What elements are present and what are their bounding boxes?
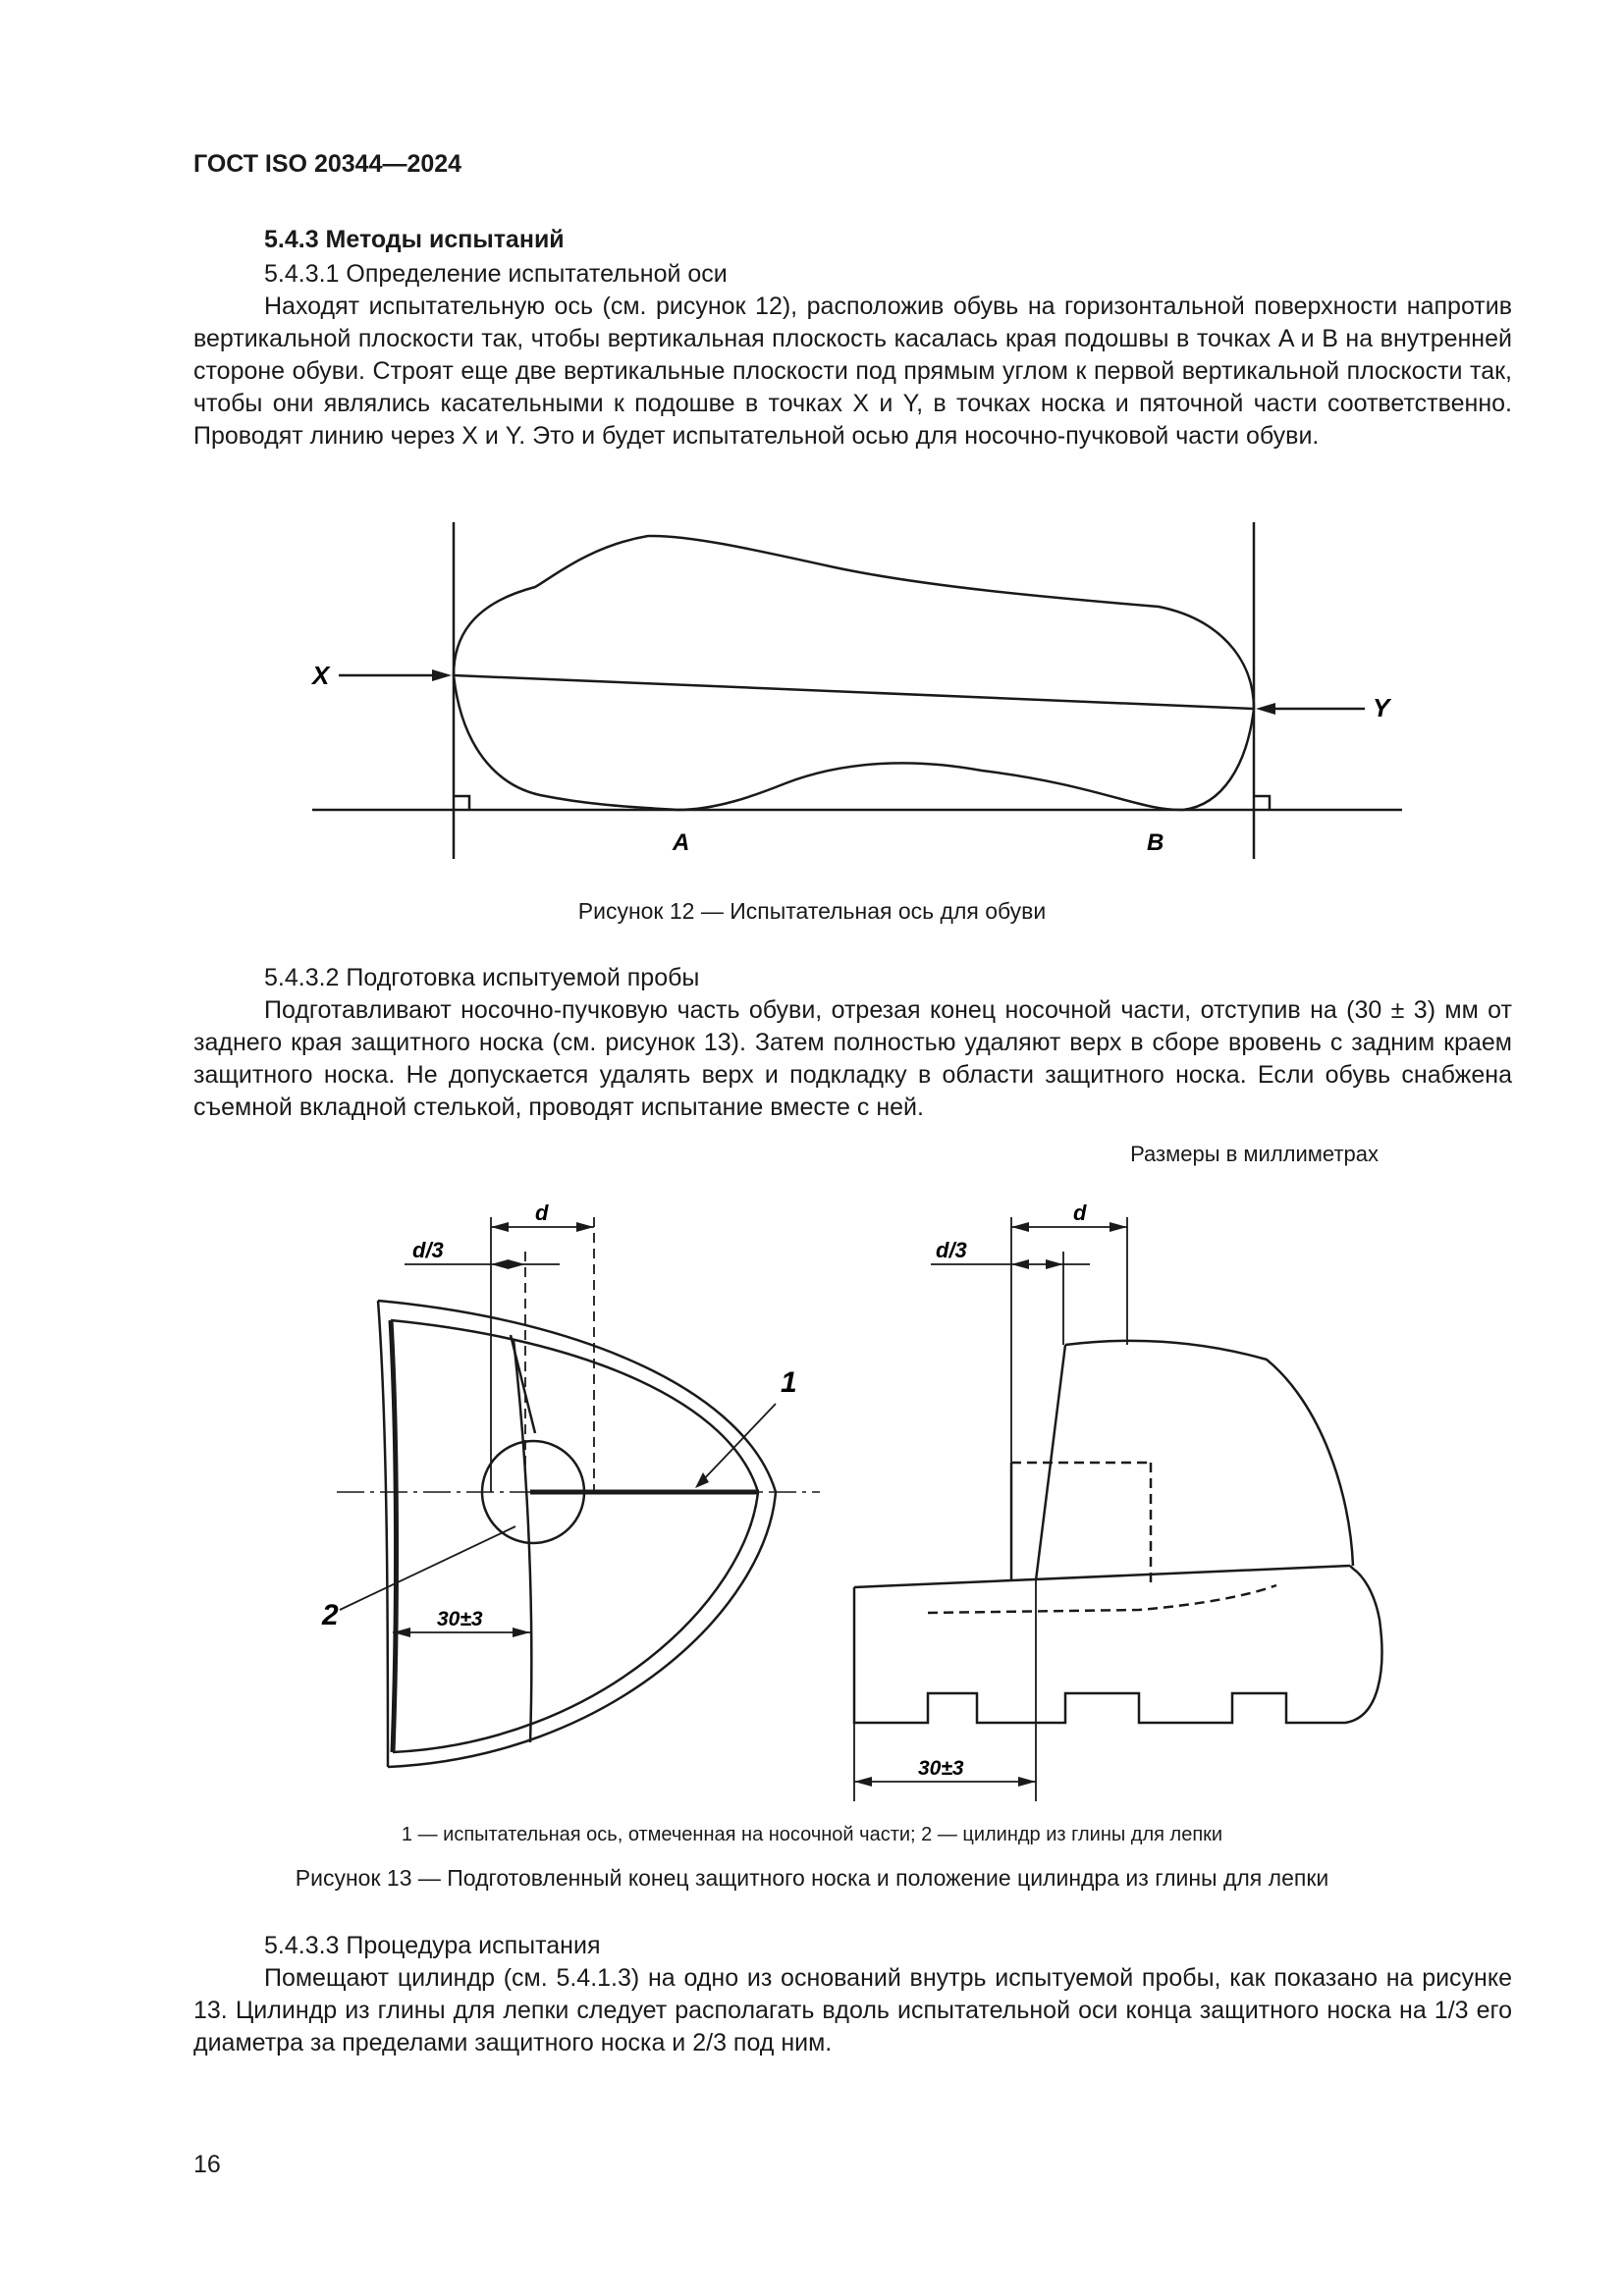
figure-13-drawing — [0, 1173, 1624, 1801]
figure-12-drawing — [0, 510, 1624, 883]
label-a: A — [673, 829, 690, 856]
right-angle-marker-left — [454, 796, 469, 810]
paragraph-test-axis: Находят испытательную ось (см. рисунок 12), расположив обувь на горизонтальной поверхности напротив вертикальной плоскости так, чтобы вертикальная плоскость касалась края подошвы в точках A и B на внутренней стороне обуви. Строят еще две вертикальные плоскости под прямым углом к первой вертикальной плоскости так, чтобы они являлись касательными к подошве в точках X и Y, в точках носка и пяточной части соответственно. Проводят линию через X и Y. Это и будет испытательной осью для носочно-пучковой части обуви. — [193, 293, 1512, 450]
insole-dash — [928, 1585, 1276, 1613]
toe-cap-inner — [391, 1320, 758, 1752]
figure-13-legend: 1 — испытательная ось, отмеченная на носочной части; 2 — цилиндр из глины для лепки — [401, 1824, 1223, 1845]
subsection-heading-5-4-3-3: 5.4.3.3 Процедура испытания — [264, 1932, 601, 1959]
label-30-right: 30±3 — [918, 1757, 964, 1780]
toe-cap-outer — [378, 1301, 776, 1767]
figure-13-caption: Рисунок 13 — Подготовленный конец защитного носка и положение цилиндра из глины для лепки — [295, 1865, 1329, 1891]
section-heading-5-4-3: 5.4.3 Методы испытаний — [264, 226, 565, 253]
label-d-right: d — [1073, 1201, 1087, 1225]
subsection-heading-5-4-3-2: 5.4.3.2 Подготовка испытуемой пробы — [264, 964, 700, 991]
cut-edge-outer — [378, 1301, 388, 1767]
toe-cap-profile — [1065, 1341, 1353, 1566]
insole-top-line — [854, 1566, 1350, 1587]
back-edge-taper — [511, 1335, 535, 1433]
label-y: Y — [1373, 693, 1390, 722]
sole-outline — [454, 536, 1254, 810]
document-header: ГОСТ ISO 20344—2024 — [193, 150, 462, 178]
sole-profile — [854, 1566, 1381, 1723]
test-axis-line — [454, 675, 1254, 709]
right-angle-marker-right — [1254, 796, 1270, 810]
leader-1 — [699, 1404, 776, 1484]
arrow-x-head — [432, 669, 452, 681]
label-d-left: d — [535, 1201, 549, 1225]
paragraph-test-procedure: Помещают цилиндр (см. 5.4.1.3) на одно из оснований внутрь испытуемой пробы, как показано на рисунке 13. Цилиндр из глины для лепки следует располагать вдоль испытательной оси конца защитного носка на 1/3 его диаметра за пределами защитного носка и 2/3 под ним. — [193, 1964, 1512, 2056]
label-2: 2 — [322, 1599, 339, 1631]
figure-12-caption: Рисунок 12 — Испытательная ось для обуви — [577, 898, 1047, 924]
leader-2 — [340, 1526, 515, 1610]
label-30-left: 30±3 — [437, 1608, 483, 1630]
units-note: Размеры в миллиметрах — [1130, 1142, 1379, 1166]
label-x: X — [312, 661, 330, 690]
paragraph-sample-preparation: Подготавливают носочно-пучковую часть обуви, отрезая конец носочной части, отступив на (30 ± 3) мм от заднего края защитного носка (см. рисунок 13). Затем полностью удаляют верх в сборе вровень с задним краем защитного носка. Не допускается удалять верх и подкладку в области защитного носка. Если обувь снабжена съемной вкладной стелькой, проводят испытание вместе с ней. — [193, 996, 1512, 1121]
page-number: 16 — [193, 2151, 221, 2178]
subsection-heading-5-4-3-1: 5.4.3.1 Определение испытательной оси — [264, 260, 728, 288]
arrow-y-head — [1256, 703, 1275, 715]
label-d3-left: d/3 — [412, 1238, 444, 1262]
label-d3-right: d/3 — [936, 1238, 967, 1262]
label-1: 1 — [781, 1366, 797, 1399]
cut-edge-inner — [391, 1320, 397, 1752]
label-b: B — [1147, 829, 1164, 856]
